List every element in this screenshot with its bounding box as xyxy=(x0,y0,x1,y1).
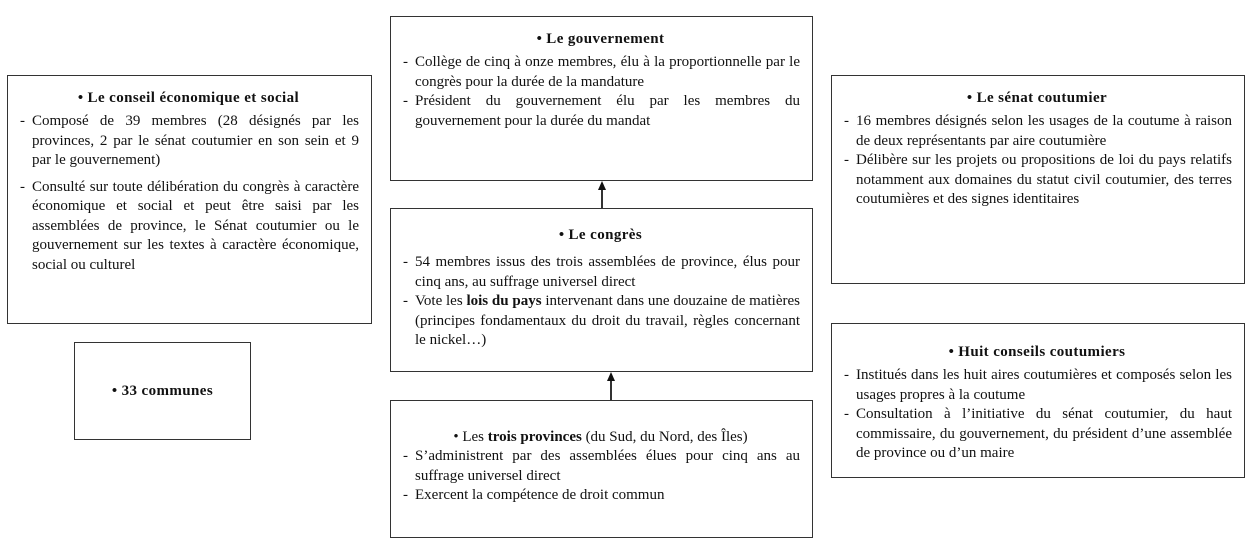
bullet-icon: • xyxy=(558,227,565,243)
gouvernement-items xyxy=(401,53,800,131)
ces-box xyxy=(7,75,372,324)
senat-box xyxy=(831,75,1245,284)
bullet-icon: • xyxy=(453,429,459,445)
arrow-congres-to-gouvernement xyxy=(601,190,603,208)
list-item: - Institués dans les huit aires coutumières et composés selon les usages propres à la coutume xyxy=(842,366,1232,405)
bullet-icon: • xyxy=(111,382,118,399)
ces-title: • Le conseil économique et social xyxy=(77,90,300,106)
list-item: - Collège de cinq à onze membres, élu à la proportionnelle par le congrès pour la durée de la mandature xyxy=(401,53,800,92)
bullet-icon: • xyxy=(948,344,955,360)
list-item: - 16 membres désignés selon les usages de la coutume à raison de deux représentants par aire coutumière xyxy=(842,112,1232,151)
list-item: - Composé de 39 membres (28 désignés par les provinces, 2 par le sénat coutumier en son sein et 9 par le gouvernement) xyxy=(18,112,359,171)
provinces-items xyxy=(401,447,800,506)
list-item: - 54 membres issus des trois assemblées de province, élus pour cinq ans, au suffrage universel direct xyxy=(401,253,800,292)
senat-title: • Le sénat coutumier xyxy=(966,90,1108,106)
list-item: - Président du gouvernement élu par les membres du gouvernement pour la durée du mandat xyxy=(401,92,800,131)
congres-title: • Le congrès xyxy=(558,227,643,243)
gouvernement-title: • Le gouvernement xyxy=(536,31,665,47)
senat-items xyxy=(842,112,1232,210)
list-item: - S’administrent par des assemblées élues pour cinq ans au suffrage universel direct xyxy=(401,447,800,486)
list-item: - Consultation à l’initiative du sénat coutumier, du haut commissaire, du gouvernement, du président d’une assemblée de province ou d’un maire xyxy=(842,405,1232,464)
provinces-box xyxy=(390,400,813,538)
congres-items xyxy=(401,253,800,351)
list-item: - Vote les lois du pays intervenant dans une douzaine de matières (principes fondamentaux du droit du travail, règles concernant le nickel…) xyxy=(401,292,800,351)
list-item: - Exercent la compétence de droit commun xyxy=(401,486,800,506)
gouvernement-box xyxy=(390,16,813,181)
bullet-icon: • xyxy=(77,90,84,106)
list-item: - Consulté sur toute délibération du congrès à caractère économique et social et peut être saisi par les assemblées de province, le Sénat coutumier ou le gouvernement sur les textes à caractère économique, social ou culturel xyxy=(18,178,359,276)
ces-items xyxy=(18,112,359,275)
list-item: - Délibère sur les projets ou propositions de loi du pays relatifs notamment aux domaines du statut civil coutumier, des terres coutumières et des signes identitaires xyxy=(842,151,1232,210)
congres-box xyxy=(390,208,813,372)
arrow-head-icon xyxy=(598,181,606,190)
conseils-items xyxy=(842,366,1232,464)
arrow-provinces-to-congres xyxy=(610,381,612,400)
lois-du-pays-emphasis: lois du pays xyxy=(466,293,542,309)
conseils-title: • Huit conseils coutumiers xyxy=(948,344,1126,360)
communes-box xyxy=(74,342,251,440)
provinces-title: • Les trois provinces (du Sud, du Nord, des Îles) xyxy=(453,429,748,445)
bullet-icon: • xyxy=(966,90,973,106)
bullet-icon: • xyxy=(536,31,543,47)
arrow-head-icon xyxy=(607,372,615,381)
communes-title: • 33 communes xyxy=(111,382,214,399)
conseils-box xyxy=(831,323,1245,478)
